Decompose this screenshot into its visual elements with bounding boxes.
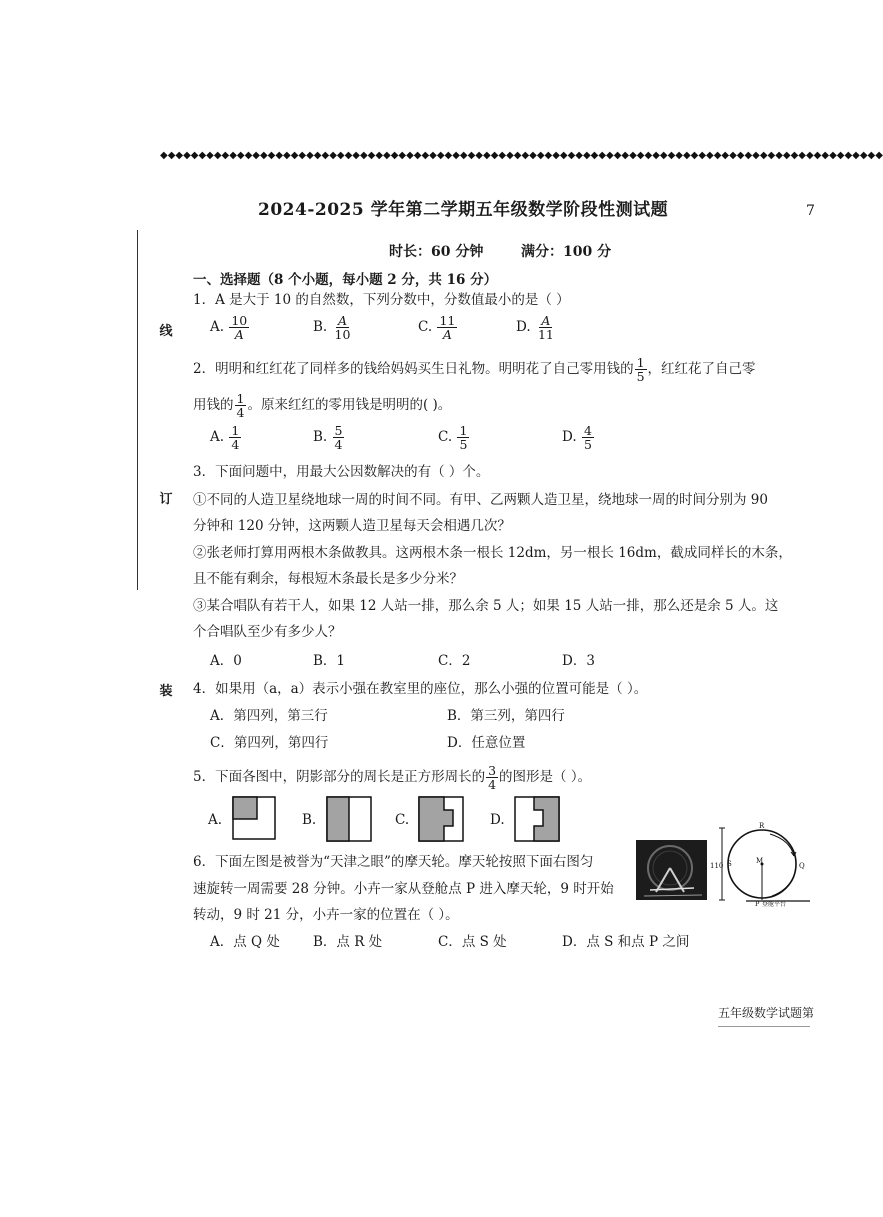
- ferris-wheel-photo: [636, 840, 707, 900]
- q4-stem: 4．如果用（a，a）表示小强在教室里的座位，那么小强的位置可能是（ ）。: [193, 681, 648, 697]
- q3-problem1-line2: 分钟和 120 分钟，这两颗人造卫星每天会相遇几次？: [193, 518, 511, 534]
- q2-option-c: C. $\frac{1}{5}$: [438, 423, 468, 453]
- page-title: 2024-2025 学年第二学期五年级数学阶段性测试题: [258, 200, 669, 220]
- q2-line1: 2．明明和红红花了同样多的钱给妈妈买生日礼物。明明花了自己零用钱的 $\frac{1}{5}$ ，红红花了自己零: [193, 355, 756, 385]
- q3-problem1-line1: ①不同的人造卫星绕地球一周的时间不同。有甲、乙两颗人造卫星，绕地球一周的时间分别为 90: [193, 492, 768, 508]
- diagram-height-label: 110: [710, 862, 724, 870]
- q2-option-b: B. $\frac{5}{4}$: [313, 423, 343, 453]
- q5-figure-b: [326, 796, 372, 842]
- q5-label-a: A.: [208, 812, 223, 828]
- diagram-label-m: M: [756, 857, 764, 865]
- q4-option-c: C．第四列，第四行: [210, 735, 329, 751]
- q4-option-d: D．任意位置: [447, 735, 526, 751]
- binding-label-ding: 订: [159, 486, 173, 509]
- footer-rule: [718, 1026, 810, 1027]
- duration: 时长：60 分钟: [389, 244, 484, 260]
- full-score: 满分：100 分: [521, 244, 612, 260]
- q1-option-c: C. $\frac{11}{A}$: [418, 313, 456, 343]
- q6-option-c: C．点 S 处: [438, 934, 507, 950]
- q2-line2: 用钱的 $\frac{1}{4}$ 。原来红红的零用钱是明明的( )。: [193, 391, 452, 421]
- q3-option-a: A．0: [210, 653, 242, 669]
- binding-name-line: [137, 230, 138, 590]
- q5-figure-d: [514, 796, 560, 842]
- q1-stem: 1．A 是大于 10 的自然数，下列分数中，分数值最小的是（ ）: [193, 292, 570, 308]
- q6-option-d: D．点 S 和点 P 之间: [562, 934, 690, 950]
- q3-problem3-line2: 个合唱队至少有多少人？: [193, 624, 342, 640]
- binding-label-xian: 线: [159, 318, 173, 341]
- diagram-platform-label: 登舱平台: [762, 901, 787, 908]
- q1-option-d: D. $\frac{A}{11}$: [516, 313, 554, 343]
- q6-option-b: B．点 R 处: [313, 934, 383, 950]
- binding-label-zhuang: 装: [159, 678, 173, 701]
- diagram-label-s: S: [727, 860, 732, 868]
- q6-line3: 转动，9 时 21 分，小卉一家的位置在（ ）。: [193, 907, 459, 923]
- q3-stem: 3．下面问题中，用最大公因数解决的有（ ）个。: [193, 464, 490, 480]
- q3-problem3-line1: ③某合唱队有若干人，如果 12 人站一排，那么余 5 人；如果 15 人站一排，那么还是余 5 人。这: [193, 598, 779, 614]
- q5-label-c: C.: [395, 812, 410, 828]
- q2-option-a: A. $\frac{1}{4}$: [210, 423, 240, 453]
- diagram-label-q: Q: [799, 862, 805, 870]
- q6-line1: 6．下面左图是被誉为“天津之眼”的摩天轮。摩天轮按照下面右图匀: [193, 854, 594, 870]
- page-number-fragment: 7: [806, 203, 815, 219]
- q5-figure-a: [232, 796, 276, 840]
- q5-stem: 5．下面各图中，阴影部分的周长是正方形周长的 $\frac{3}{4}$ 的图形是（ ）。: [193, 763, 592, 793]
- q6-line2: 速旋转一周需要 28 分钟。小卉一家从登舱点 P 进入摩天轮，9 时开始: [193, 881, 614, 897]
- section-heading: 一、选择题（8 个小题，每小题 2 分，共 16 分）: [193, 272, 498, 288]
- q5-label-d: D.: [490, 812, 505, 828]
- diagram-label-r: R: [759, 822, 765, 830]
- q6-option-a: A．点 Q 处: [210, 934, 280, 950]
- binding-diamond-border: ◆◆◆◆◆◆◆◆◆◆◆◆◆◆◆◆◆◆◆◆◆◆◆◆◆◆◆◆◆◆◆◆◆◆◆◆◆◆◆◆◆◆◆◆◆◆◆◆◆◆◆◆◆◆◆◆◆◆◆◆◆◆◆◆◆◆◆◆◆◆◆◆◆◆◆◆◆◆◆◆◆◆◆◆◆◆◆◆◆◆◆◆◆◆: [160, 150, 883, 161]
- q3-option-d: D．3: [562, 653, 595, 669]
- q4-option-b: B．第三列，第四行: [447, 708, 565, 724]
- q2-option-d: D. $\frac{4}{5}$: [562, 423, 592, 453]
- q1-option-b: B. $\frac{A}{10}$: [313, 313, 351, 343]
- q5-figure-c: [418, 796, 464, 842]
- diagram-label-p: P: [755, 900, 760, 908]
- q1-option-a: A. $\frac{10}{A}$: [210, 313, 248, 343]
- q4-option-a: A．第四列，第三行: [210, 708, 328, 724]
- q3-option-c: C．2: [438, 653, 471, 669]
- page-footer: 五年级数学试题第: [718, 1006, 815, 1020]
- q5-label-b: B.: [302, 812, 317, 828]
- q3-problem2-line2: 且不能有剩余，每根短木条最长是多少分米？: [193, 571, 463, 587]
- q3-option-b: B．1: [313, 653, 346, 669]
- q3-problem2-line1: ②张老师打算用两根木条做教具。这两根木条一根长 12dm，另一根长 16dm，截成同样长的木条，: [193, 545, 792, 561]
- ferris-wheel-diagram: [710, 822, 810, 908]
